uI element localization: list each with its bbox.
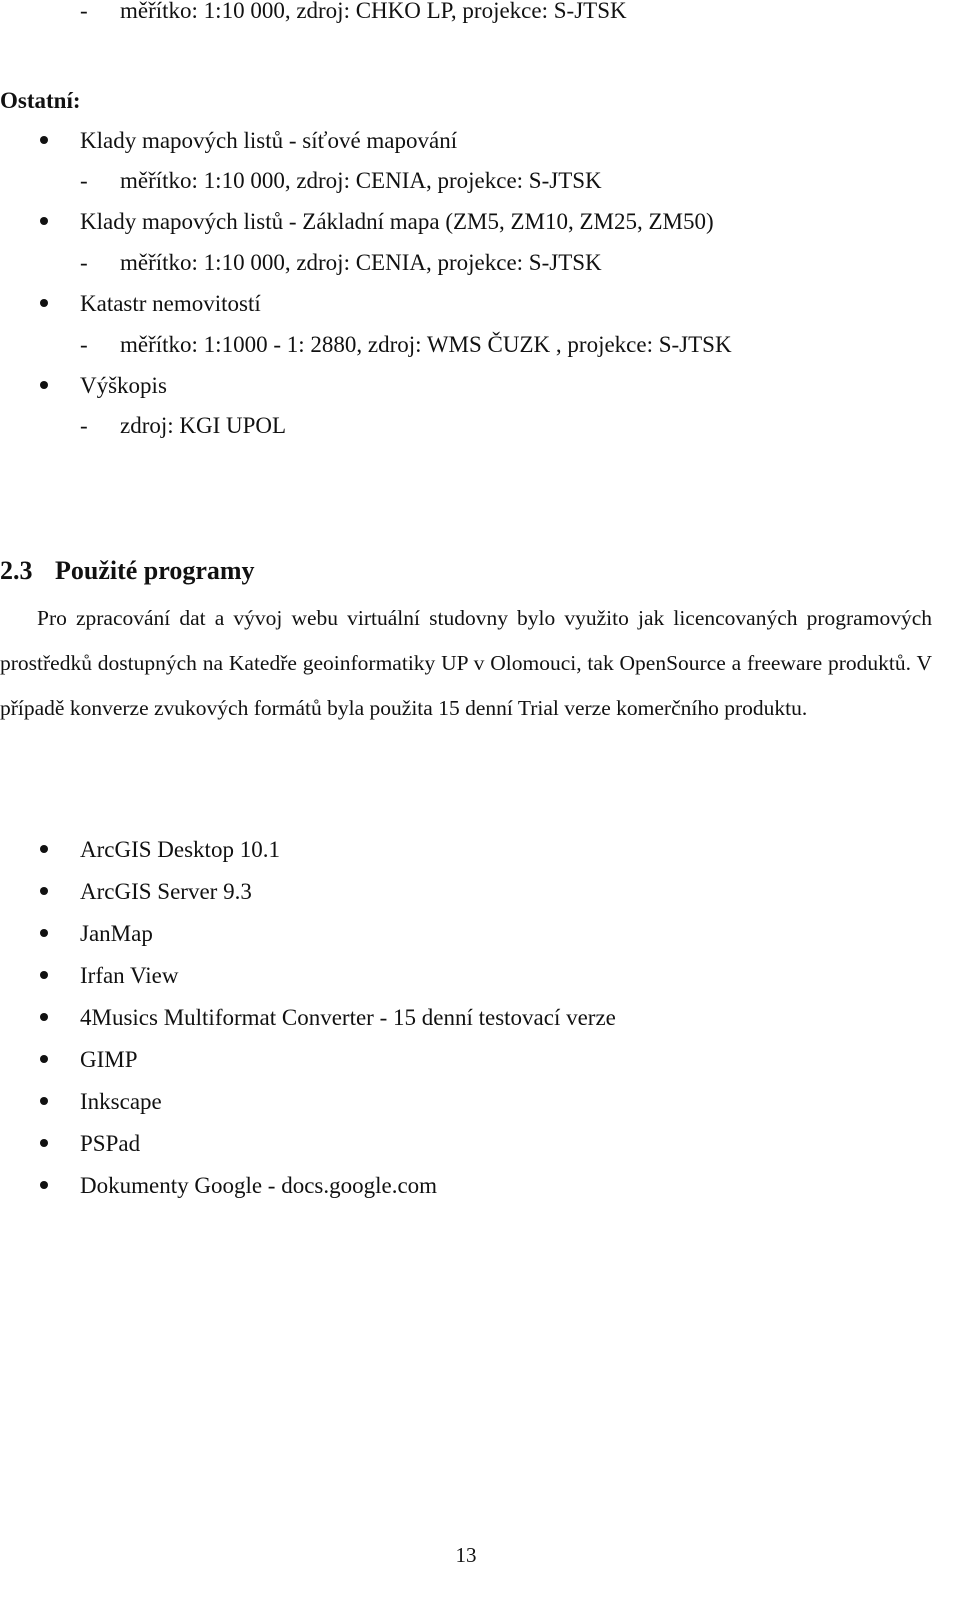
program-name: JanMap — [80, 921, 153, 946]
dash-marker: - — [80, 0, 88, 23]
list-item — [40, 1045, 138, 1075]
section-number: 2.3 — [0, 556, 33, 585]
dash-marker: - — [80, 413, 88, 438]
list-item — [40, 126, 457, 156]
list-item — [40, 1003, 616, 1033]
dash-marker: - — [80, 168, 88, 193]
list-item — [40, 919, 153, 949]
detail-line — [80, 166, 602, 196]
list-item-text: Výškopis — [80, 373, 167, 398]
dash-marker: - — [80, 332, 88, 357]
program-name: 4Musics Multiformat Converter - 15 denní testovací verze — [80, 1005, 616, 1030]
list-item — [40, 1129, 140, 1159]
top-detail-line — [80, 0, 627, 26]
section-heading — [0, 556, 255, 586]
list-item — [40, 877, 252, 907]
list-item — [40, 371, 167, 401]
other-heading: Ostatní: — [0, 88, 81, 113]
detail-text: zdroj: KGI UPOL — [120, 413, 287, 438]
list-item — [40, 289, 261, 319]
program-name: Inkscape — [80, 1089, 162, 1114]
program-name: GIMP — [80, 1047, 138, 1072]
section-paragraph: Pro zpracování dat a vývoj webu virtuální studovny bylo využito jak licencovaných programových prostředků dostupných na Katedře geoinformatiky UP v Olomouci, tak OpenSource a freeware produktů. V případě konverze zvukových formátů byla použita 15 denní Trial verze komerčního produktu. — [0, 606, 932, 720]
list-item-text: Klady mapových listů - síťové mapování — [80, 128, 458, 153]
detail-text: měřítko: 1:1000 - 1: 2880, zdroj: WMS ČUZK , projekce: S-JTSK — [120, 332, 732, 357]
list-item — [40, 961, 178, 991]
program-name: Irfan View — [80, 963, 179, 988]
detail-text: měřítko: 1:10 000, zdroj: CENIA, projekce: S-JTSK — [120, 250, 602, 275]
list-item-text: Katastr nemovitostí — [80, 291, 261, 316]
program-name: ArcGIS Server 9.3 — [80, 879, 252, 904]
program-name: Dokumenty Google - docs.google.com — [80, 1173, 438, 1198]
list-item — [40, 207, 714, 237]
detail-line — [80, 330, 732, 360]
list-item — [40, 1087, 162, 1117]
program-name: ArcGIS Desktop 10.1 — [80, 837, 280, 862]
program-name: PSPad — [80, 1131, 141, 1156]
page-number: 13 — [455, 1543, 477, 1567]
detail-line — [80, 248, 602, 278]
list-item — [40, 1171, 437, 1201]
list-item — [40, 835, 280, 865]
dash-marker: - — [80, 250, 88, 275]
section-title: Použité programy — [55, 556, 255, 585]
list-item-text: Klady mapových listů - Základní mapa (ZM5, ZM10, ZM25, ZM50) — [80, 209, 714, 234]
detail-line — [80, 411, 286, 441]
detail-text: měřítko: 1:10 000, zdroj: CENIA, projekce: S-JTSK — [120, 168, 602, 193]
detail-text: měřítko: 1:10 000, zdroj: CHKO LP, projekce: S-JTSK — [120, 0, 627, 23]
